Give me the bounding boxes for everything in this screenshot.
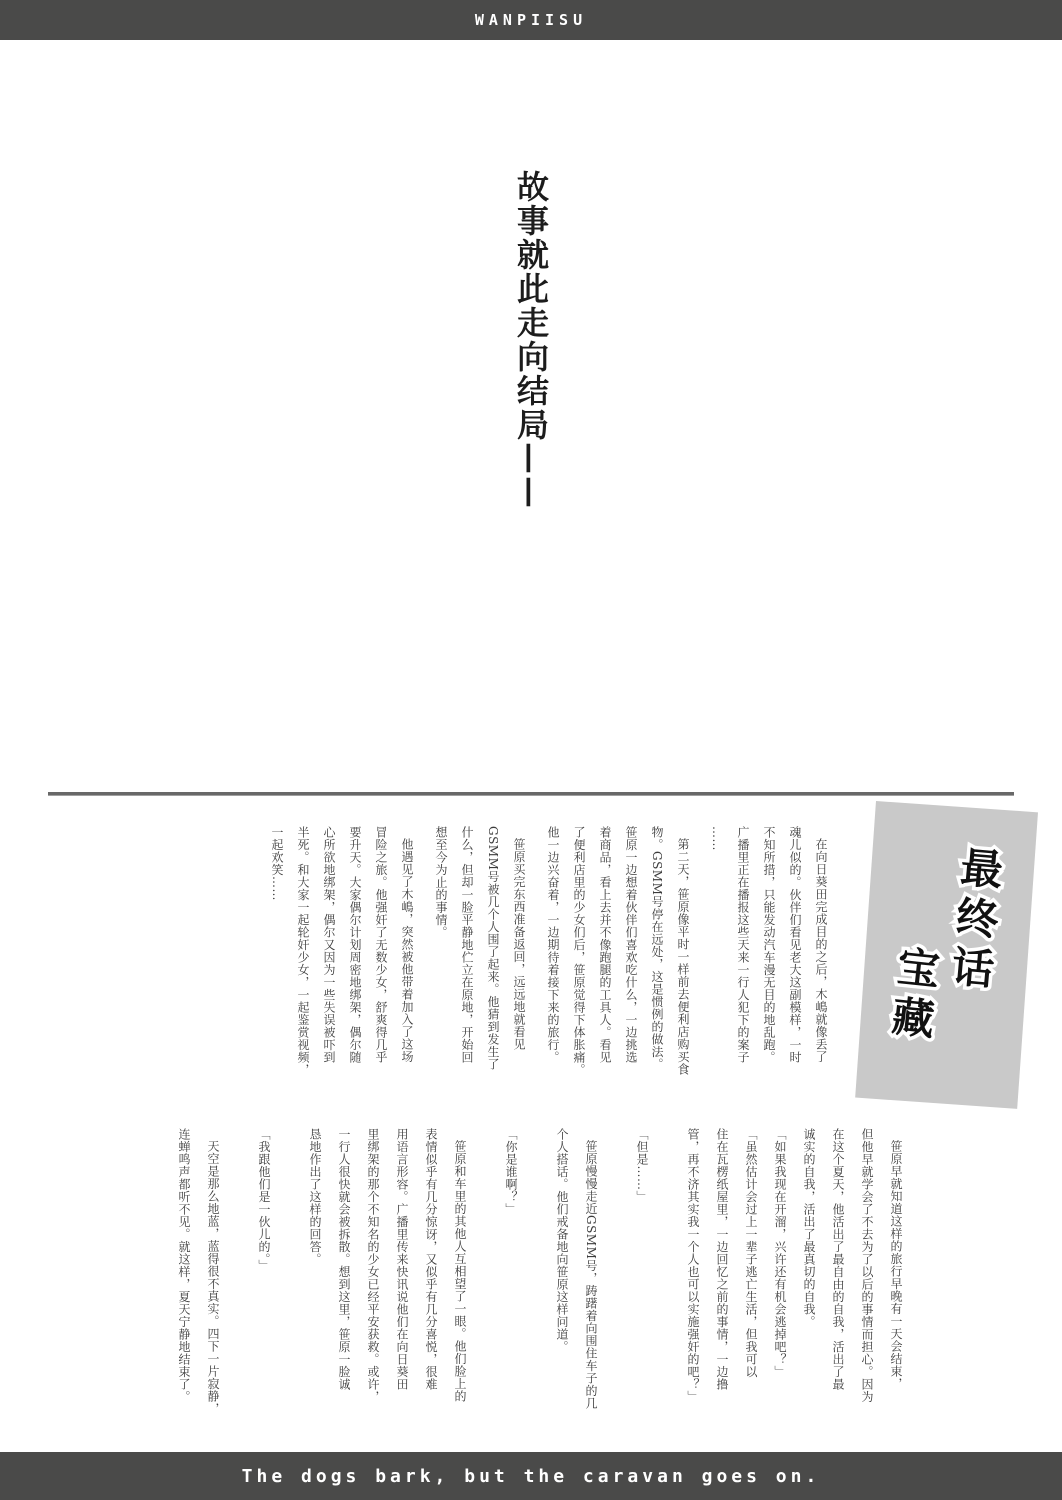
body-text-line: 不知所措，只能发动汽车漫无目的地乱跑。 — [762, 826, 776, 1064]
body-text-line: …… — [710, 826, 724, 851]
body-text-line: 他遇见了木嶋，突然被他带着加入了这场 — [400, 838, 414, 1063]
body-text-line: 半死。和大家一起轮奸少女，一起鉴赏视频， — [296, 826, 310, 1076]
body-text-line: 笹原慢慢走近GSMM号，踌躇着向围住车子的几 — [584, 1140, 598, 1410]
brand-logo-text: WANPIISU — [474, 11, 588, 29]
body-text-line: 笹原和车里的其他人互相望了一眼。他们脸上的 — [453, 1140, 467, 1403]
body-text-line: 笹原买完东西准备返回，远远地就看见 — [512, 838, 526, 1051]
body-text-band-upper — [264, 826, 834, 1098]
body-text-line: 「你是谁啊？」 — [504, 1128, 518, 1216]
body-text-line: 诚实的自我，活出了最真切的自我。 — [802, 1128, 816, 1328]
body-text-line: 「我跟他们是一伙儿的。」 — [257, 1128, 271, 1272]
body-text-line: 笹原一边想着伙伴们喜欢吃什么，一边挑选 — [624, 826, 638, 1064]
body-text-line: 了便利店里的少女们后，笹原觉得下体胀痛。 — [572, 826, 586, 1076]
body-text-line: 「如果我现在开溜，兴许还有机会逃掉吧？」 — [773, 1128, 787, 1378]
lead-title: 故事就此走向结局—— — [512, 170, 550, 510]
body-text-line: 什么，但却一脸平静地伫立在原地，开始回 — [460, 826, 474, 1064]
body-text-line: 魂儿似的。伙伴们看见老大这副模样，一时 — [788, 826, 802, 1064]
body-text-line: 冒险之旅。他强奸了无数少女，舒爽得几乎 — [374, 826, 388, 1064]
body-text-line: 天空是那么地蓝，蓝得很不真实。四下一片寂静， — [206, 1140, 220, 1415]
body-text-line: 表情似乎有几分惊讶，又似乎有几分喜悦，很难 — [424, 1128, 438, 1391]
footer-bar — [0, 1452, 1062, 1500]
body-text-line: 想至今为止的事情。 — [434, 826, 448, 939]
footer-quote: The dogs bark, but the caravan goes on. — [241, 1465, 821, 1487]
body-text-line: 里绑架的那个不知名的少女已经平安获救。或许， — [366, 1128, 380, 1403]
body-text-line: 一行人很快就会被拆散。想到这里，笹原一脸诚 — [337, 1128, 351, 1391]
body-text-line: 在向日葵田完成目的之后，木嶋就像丢了 — [814, 838, 828, 1063]
body-text-line: 住在瓦楞纸屋里，一边回忆之前的事情，一边撸 — [715, 1128, 729, 1391]
body-text-line: 第二天，笹原像平时一样前去便利店购买食 — [676, 838, 690, 1076]
body-text-line: 一起欢笑…… — [270, 826, 284, 901]
body-text-line: 「虽然估计会过上一辈子逃亡生活，但我可以 — [744, 1128, 758, 1378]
body-text-band-lower — [169, 1128, 910, 1434]
body-text-line: 要升天。大家偶尔计划周密地绑架，偶尔随 — [348, 826, 362, 1064]
header-bar — [0, 0, 1062, 40]
body-text-line: 着商品，看上去并不像跑腿的工具人。看见 — [598, 826, 612, 1064]
chapter-plate — [855, 801, 1038, 1109]
body-text-line: 笹原早就知道这样的旅行早晚有一天会结束， — [889, 1140, 903, 1390]
section-divider — [48, 792, 1014, 796]
body-text-line: 管，再不济其实我一个人也可以实施强奸的吧？」 — [686, 1128, 700, 1403]
body-text-line: 连蝉鸣声都听不见。就这样，夏天宁静地结束了。 — [177, 1128, 191, 1403]
body-text-line: 在这个夏天，他活出了最自由的自我，活出了最 — [831, 1128, 845, 1391]
body-text-line: GSMM号被几个人围了起来。他猜到发生了 — [486, 826, 500, 1071]
body-text-line: 用语言形容。广播里传来快讯说他们在向日葵田 — [395, 1128, 409, 1391]
body-text-line: 「但是……」 — [635, 1128, 649, 1203]
body-text-line: 物。GSMM号停在远处，这是惯例的做法。 — [650, 826, 664, 1071]
body-text-line: 心所欲地绑架，偶尔又因为一些失误被吓到 — [322, 826, 336, 1064]
body-text-line: 但他早就学会了不去为了以后的事情而担心。因为 — [860, 1128, 874, 1403]
body-text-line: 个人搭话。他们戒备地向笹原这样问道。 — [555, 1128, 569, 1353]
body-text-line: 广播里正在播报这些天来一行人犯下的案子 — [736, 826, 750, 1064]
body-text-line: 他一边兴奋着，一边期待着接下来的旅行。 — [546, 826, 560, 1064]
chapter-title: 宝藏 — [883, 943, 943, 1048]
chapter-label: 最终话 — [943, 844, 1006, 998]
body-text-line: 恳地作出了这样的回答。 — [308, 1128, 322, 1266]
